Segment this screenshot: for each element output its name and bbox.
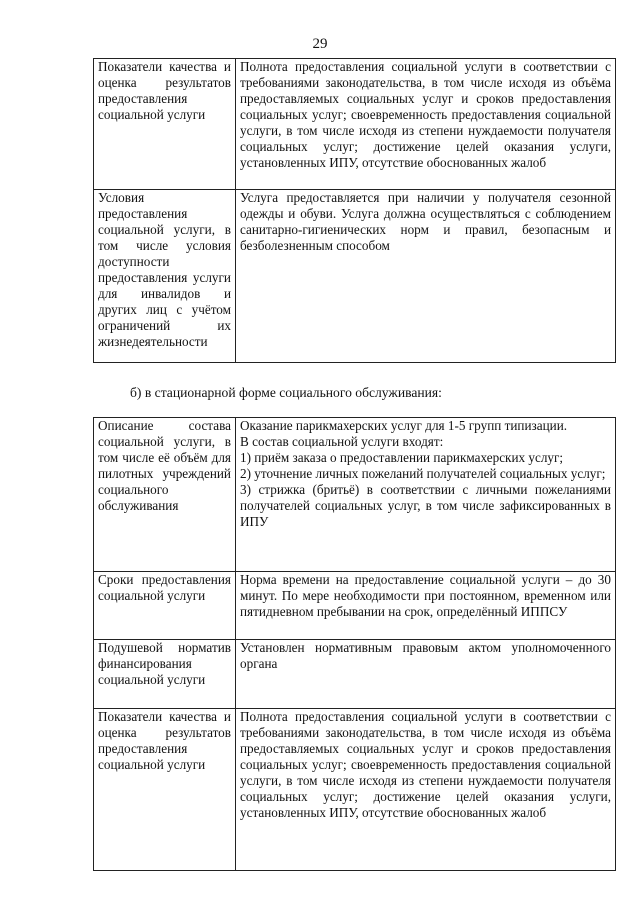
table-row xyxy=(94,709,616,871)
content-list-item: 2) уточнение личных пожеланий получателей социальных услуг; xyxy=(240,466,606,481)
row-label-conditions: Условия предоставления социальной услуги, в том числе условия доступности предоставления услуги для инвалидов и других лиц с учётом ограничений их жизнедеятельности xyxy=(94,190,236,363)
table-row xyxy=(94,190,616,363)
content-paragraph: Оказание парикмахерских услуг для 1-5 групп типизации. xyxy=(240,418,568,433)
row-label-terms: Сроки предоставления социальной услуги xyxy=(94,572,236,640)
content-paragraph: Услуга предоставляется при наличии у получателя сезонной одежды и обуви. Услуга должна осуществляться с соблюдением санитарно-гигиенических норм и правил, безопасным и безболезненным способом xyxy=(240,190,611,253)
section-heading: б) в стационарной форме социального обслуживания: xyxy=(130,385,442,400)
service-table-top xyxy=(93,58,616,363)
row-content-quality xyxy=(236,59,616,190)
table-row xyxy=(94,640,616,709)
content-paragraph: Полнота предоставления социальной услуги в соответствии с требованиями законодательства, в том числе исходя из объёма предоставляемых социальных услуг и сроков предоставления социальных услуг; своевременность предоставления социальной услуги, в том числе исходя из степени нуждаемости получателя социальных услуг; достижение целей оказания услуги, установленных ИПУ, отсутствие обоснованных жалоб xyxy=(240,709,611,820)
table-row xyxy=(94,59,616,190)
table-row xyxy=(94,418,616,572)
row-content-description xyxy=(236,418,616,572)
page-number: 29 xyxy=(312,36,328,52)
row-content-terms xyxy=(236,572,616,640)
content-paragraph: В состав социальной услуги входят: xyxy=(240,434,444,449)
service-table-bottom xyxy=(93,417,616,871)
content-paragraph: Норма времени на предоставление социальной услуги – до 30 минут. По мере необходимости при постоянном, временном или пятидневном пребывании на срок, определённый ИППСУ xyxy=(240,572,611,619)
row-label-description: Описание состава социальной услуги, в том числе её объём для пилотных учреждений социального обслуживания xyxy=(94,418,236,572)
content-paragraph: Установлен нормативным правовым актом уполномоченного органа xyxy=(240,640,611,671)
table-row xyxy=(94,572,616,640)
row-content-quality xyxy=(236,709,616,871)
content-list-item: 1) приём заказа о предоставлении парикмахерских услуг; xyxy=(240,450,564,465)
content-list-item: 3) стрижка (бритьё) в соответствии с личными пожеланиями получателей социальных услуг, в том числе зафиксированных в ИПУ xyxy=(240,482,611,529)
row-content-financing xyxy=(236,640,616,709)
row-content-conditions xyxy=(236,190,616,363)
row-label-quality: Показатели качества и оценка результатов предоставления социальной услуги xyxy=(94,709,236,871)
row-label-financing: Подушевой норматив финансирования социальной услуги xyxy=(94,640,236,709)
row-label-quality: Показатели качества и оценка результатов предоставления социальной услуги xyxy=(94,59,236,190)
content-paragraph: Полнота предоставления социальной услуги в соответствии с требованиями законодательства, в том числе исходя из объёма предоставляемых социальных услуг и сроков предоставления социальных услуг; своевременность предоставления социальной услуги, в том числе исходя из степени нуждаемости получателя социальных услуг; достижение целей оказания услуги, установленных ИПУ, отсутствие обоснованных жалоб xyxy=(240,59,611,170)
